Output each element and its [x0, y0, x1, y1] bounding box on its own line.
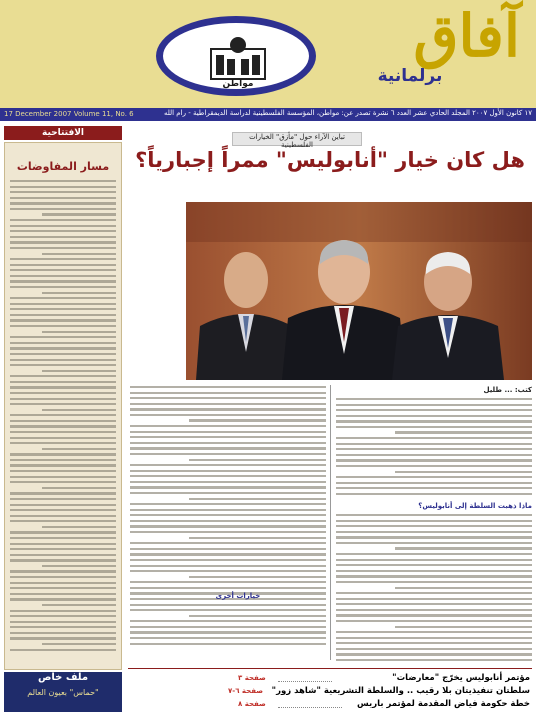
text-line: [130, 570, 326, 572]
text-line: [336, 570, 532, 572]
text-line: [10, 219, 116, 221]
story-headline[interactable]: هل كان خيار "أنابوليس" ممراً إجبارياً؟: [135, 148, 525, 172]
muwatin-logo: [210, 35, 266, 81]
text-line: [10, 236, 116, 238]
text-line: [336, 520, 532, 522]
text-line: [336, 426, 532, 428]
text-line: [10, 548, 116, 550]
text-line: [10, 582, 116, 584]
text-line: [130, 542, 326, 544]
text-line: [130, 442, 326, 444]
text-line: [10, 392, 116, 394]
text-line: [130, 565, 326, 567]
text-line: [10, 275, 116, 277]
text-line: [130, 436, 326, 438]
text-line: [10, 314, 116, 316]
text-line: [130, 604, 326, 606]
text-line: [10, 615, 116, 617]
text-line: [336, 659, 532, 661]
editorial-title: مسار المفاوضات: [16, 160, 110, 173]
text-line: [10, 537, 116, 539]
text-line: [336, 437, 532, 439]
text-line: [189, 537, 326, 539]
text-line: [10, 264, 116, 266]
text-line: [42, 526, 116, 528]
text-line: [336, 653, 532, 655]
text-line: [336, 620, 532, 622]
text-line: [10, 225, 116, 227]
text-line: [10, 554, 116, 556]
summit-photo: [186, 202, 532, 380]
text-line: [336, 598, 532, 600]
text-line: [10, 336, 116, 338]
text-line: [10, 637, 116, 639]
text-line: [10, 202, 116, 204]
text-line: [395, 626, 532, 628]
text-line: [130, 626, 326, 628]
text-line: [42, 604, 116, 606]
text-line: [336, 443, 532, 445]
text-line: [10, 570, 116, 572]
text-line: [42, 409, 116, 411]
story-kicker: تباين الآراء حول "مأزق" الخيارات الفلسطينية: [249, 133, 345, 149]
text-line: [10, 353, 116, 355]
text-line: [130, 631, 326, 633]
text-line: [42, 213, 116, 215]
text-line: [10, 470, 116, 472]
text-line: [10, 286, 116, 288]
text-line: [130, 403, 326, 405]
text-line: [10, 425, 116, 427]
text-line: [395, 471, 532, 473]
text-line: [10, 420, 116, 422]
index-item-page: صفحة ٣: [238, 674, 266, 682]
article-body-right: [336, 398, 532, 498]
text-line: [130, 408, 326, 410]
text-line: [336, 614, 532, 616]
text-line: [10, 626, 116, 628]
text-line: [130, 643, 326, 645]
text-line: [10, 398, 116, 400]
text-line: [10, 208, 116, 210]
text-line: [336, 487, 532, 489]
text-line: [336, 448, 532, 450]
text-line: [395, 431, 532, 433]
text-line: [130, 514, 326, 516]
text-line: [130, 520, 326, 522]
text-line: [189, 615, 326, 617]
text-line: [10, 414, 116, 416]
text-line: [130, 481, 326, 483]
text-line: [42, 643, 116, 645]
text-line: [130, 525, 326, 527]
text-line: [10, 359, 116, 361]
text-line: [10, 180, 116, 182]
text-line: [130, 509, 326, 511]
text-line: [336, 409, 532, 411]
text-line: [130, 609, 326, 611]
text-line: [336, 575, 532, 577]
text-line: [130, 475, 326, 477]
text-line: [336, 454, 532, 456]
text-line: [130, 587, 326, 589]
index-item-page: صفحة ٦-٧: [228, 687, 263, 695]
text-line: [336, 398, 532, 400]
editorial-section-label: الافتتاحية: [4, 126, 122, 140]
text-line: [10, 632, 116, 634]
text-line: [10, 476, 116, 478]
text-line: [130, 559, 326, 561]
text-line: [10, 319, 116, 321]
article-subheading-secondary: خيارات أخرى: [215, 592, 261, 600]
issue-info-arabic: ١٧ كانون الأول ٢٠٠٧ المجلد الحادي عشر العدد ٦ نشرة تصدر عن: مواطن، المؤسسة الفلسطينية لدراسة الديمقراطية - رام الله: [163, 109, 532, 117]
article-body-right-continued: [336, 514, 532, 665]
index-leader: [278, 707, 342, 708]
text-line: [336, 631, 532, 633]
text-line: [130, 553, 326, 555]
text-line: [10, 297, 116, 299]
publication-subtitle: برلمانية: [377, 66, 443, 86]
editorial-body-text: [10, 180, 116, 654]
text-line: [10, 492, 116, 494]
text-line: [336, 553, 532, 555]
text-line: [189, 576, 326, 578]
text-line: [336, 581, 532, 583]
text-line: [10, 621, 116, 623]
text-line: [10, 531, 116, 533]
text-line: [336, 559, 532, 561]
text-line: [336, 482, 532, 484]
text-line: [336, 420, 532, 422]
text-line: [10, 464, 116, 466]
text-line: [42, 253, 116, 255]
text-line: [42, 448, 116, 450]
text-line: [10, 442, 116, 444]
text-line: [336, 564, 532, 566]
text-line: [130, 414, 326, 416]
text-line: [189, 498, 326, 500]
text-line: [336, 415, 532, 417]
text-line: [10, 509, 116, 511]
text-line: [336, 531, 532, 533]
text-line: [130, 392, 326, 394]
text-line: [336, 493, 532, 495]
text-line: [336, 465, 532, 467]
text-line: [10, 431, 116, 433]
text-line: [10, 481, 116, 483]
text-line: [10, 197, 116, 199]
text-line: [189, 459, 326, 461]
text-line: [10, 559, 116, 561]
text-line: [336, 603, 532, 605]
text-line: [10, 347, 116, 349]
text-line: [336, 459, 532, 461]
publication-title: آفاق: [413, 2, 520, 70]
text-line: [10, 515, 116, 517]
logo-text: مواطن: [222, 79, 254, 89]
text-line: [10, 437, 116, 439]
text-line: [10, 280, 116, 282]
index-item[interactable]: [128, 673, 532, 687]
text-line: [10, 459, 116, 461]
index-item-title: خطة حكومة فياض المقدمة لمؤتمر باريس: [357, 699, 530, 709]
text-line: [130, 637, 326, 639]
text-line: [10, 520, 116, 522]
text-line: [10, 230, 116, 232]
text-line: [395, 547, 532, 549]
text-line: [10, 386, 116, 388]
text-line: [42, 565, 116, 567]
index-item[interactable]: [128, 686, 532, 700]
text-line: [10, 186, 116, 188]
special-file-title: ملف خاص: [37, 672, 89, 683]
text-line: [10, 498, 116, 500]
index-item[interactable]: [128, 699, 532, 713]
text-line: [336, 525, 532, 527]
text-line: [130, 470, 326, 472]
text-line: [10, 247, 116, 249]
text-line: [10, 403, 116, 405]
text-line: [130, 425, 326, 427]
article-subheading: ماذا ذهبت السلطة إلى أنابوليس؟: [418, 502, 532, 510]
story-byline: كتب: ... طليل: [483, 386, 532, 394]
text-line: [130, 431, 326, 433]
issue-date-english: 17 December 2007 Volume 11, No. 6: [4, 110, 134, 118]
text-line: [10, 303, 116, 305]
text-line: [130, 464, 326, 466]
text-line: [336, 592, 532, 594]
text-line: [10, 381, 116, 383]
text-line: [395, 587, 532, 589]
text-line: [336, 542, 532, 544]
text-line: [336, 609, 532, 611]
text-line: [10, 258, 116, 260]
text-line: [336, 536, 532, 538]
text-line: [336, 404, 532, 406]
text-line: [42, 292, 116, 294]
text-line: [10, 375, 116, 377]
article-body-left: [130, 386, 326, 648]
text-line: [336, 648, 532, 650]
text-line: [10, 241, 116, 243]
text-line: [42, 331, 116, 333]
index-item-title: مؤتمر أنابوليس يخرّج "معارضات": [392, 673, 530, 683]
column-rule: [330, 385, 331, 660]
index-item-title: سلطتان تنفيذيتان بلا رقيب .. والسلطة التشريعية "شاهد زور": [271, 686, 530, 696]
text-line: [189, 419, 326, 421]
special-file-text: "حماس" بعيون العالم: [27, 688, 99, 697]
text-line: [130, 581, 326, 583]
text-line: [10, 610, 116, 612]
text-line: [10, 504, 116, 506]
text-line: [10, 453, 116, 455]
text-line: [130, 620, 326, 622]
text-line: [10, 308, 116, 310]
text-line: [10, 593, 116, 595]
text-line: [130, 447, 326, 449]
text-line: [130, 397, 326, 399]
text-line: [10, 191, 116, 193]
text-line: [10, 649, 116, 651]
text-line: [10, 364, 116, 366]
text-line: [130, 548, 326, 550]
text-line: [42, 370, 116, 372]
text-line: [130, 386, 326, 388]
text-line: [10, 543, 116, 545]
text-line: [130, 453, 326, 455]
text-line: [10, 576, 116, 578]
text-line: [42, 487, 116, 489]
text-line: [10, 342, 116, 344]
index-item-page: صفحة ٨: [238, 700, 266, 708]
text-line: [130, 486, 326, 488]
index-leader: [278, 681, 332, 682]
text-line: [10, 269, 116, 271]
text-line: [130, 503, 326, 505]
text-line: [130, 492, 326, 494]
text-line: [10, 598, 116, 600]
text-line: [130, 531, 326, 533]
text-line: [336, 642, 532, 644]
text-line: [336, 476, 532, 478]
text-line: [336, 514, 532, 516]
text-line: [10, 325, 116, 327]
text-line: [336, 637, 532, 639]
text-line: [10, 587, 116, 589]
